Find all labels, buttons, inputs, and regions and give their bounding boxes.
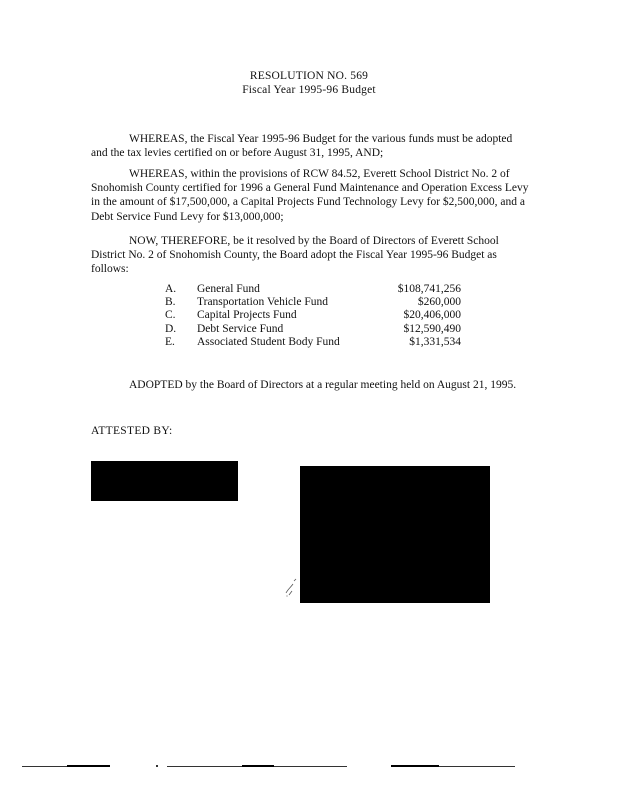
budget-fund-name: Debt Service Fund [197,322,284,335]
budget-row [165,336,461,349]
budget-letter: D. [165,322,177,335]
resolution-subtitle: Fiscal Year 1995-96 Budget [242,84,376,96]
budget-row [165,309,461,322]
attested-by-label: ATTESTED BY: [91,425,173,437]
budget-fund-name: General Fund [197,283,260,295]
budget-letter: C. [165,309,176,322]
budget-letter: E. [165,335,175,348]
footer-rule [167,766,242,767]
signature-mark-fragment [283,575,299,597]
footer-rule [67,765,110,767]
budget-amount: $108,741,256 [397,283,461,295]
budget-amount: $20,406,000 [403,309,461,322]
footer-mark [156,765,158,767]
budget-row [165,296,461,309]
budget-letter: A. [165,283,177,295]
budget-fund-name: Transportation Vehicle Fund [197,296,328,309]
footer-rule [391,765,439,767]
footer-rule [439,766,515,767]
budget-amount: $260,000 [417,296,461,309]
footer-rule [242,765,274,767]
redacted-signature-block-right [300,466,490,603]
budget-row [165,323,461,336]
title-block [0,69,618,97]
adopted-paragraph: ADOPTED by the Board of Directors at a regular meeting held on August 21, 1995. [129,379,517,391]
budget-fund-name: Capital Projects Fund [197,309,297,322]
budget-amount: $1,331,534 [409,335,461,348]
budget-table [165,283,461,349]
budget-amount: $12,590,490 [403,322,461,335]
footer-rule [22,766,67,767]
whereas-paragraph-1: WHEREAS, the Fiscal Year 1995-96 Budget for the various funds must be adopted and the tax levies certified on or before August 31, 1995, AND; [91,133,513,160]
budget-letter: B. [165,296,176,309]
redacted-signature-block-left [91,461,238,501]
budget-fund-name: Associated Student Body Fund [197,335,340,348]
resolved-paragraph: NOW, THEREFORE, be it resolved by the Board of Directors of Everett School District No. 2 of Snohomish County, the Board adopt the Fiscal Year 1995-96 Budget as follows: [91,235,499,276]
whereas-paragraph-2: WHEREAS, within the provisions of RCW 84.52, Everett School District No. 2 of Snohomish County certified for 1996 a General Fund Maintenance and Operation Excess Levy in the amount of $17,500,000, a Capital Projects Fund Technology Levy for $2,500,000, and a Debt Service Fund Levy for $13,000,000; [91,168,529,223]
resolution-title: RESOLUTION NO. 569 [249,70,369,82]
footer-rule [274,766,347,767]
budget-row [165,283,461,296]
